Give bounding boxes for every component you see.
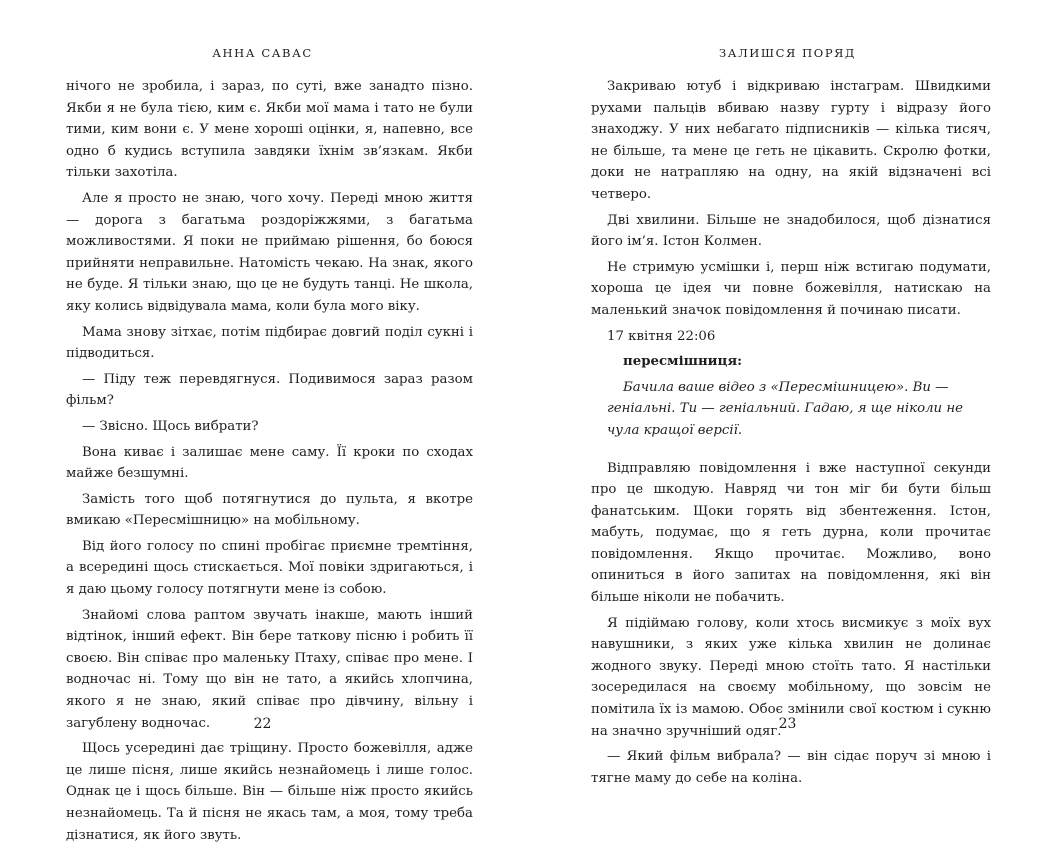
left-page-body bbox=[66, 76, 473, 850]
chat-message-block bbox=[607, 351, 991, 441]
right-page-body bbox=[591, 76, 991, 793]
right-page bbox=[525, 0, 1050, 786]
paragraph: Від його голосу по спині пробігає приємне тремтіння, а всередині щось стискається. Мої повіки здригаються, і я даю цьому голосу потягнути мене із собою. bbox=[66, 538, 473, 598]
paragraph: Дві хвилини. Більше не знадобилося, щоб дізнатися його ім’я. Істон Колмен. bbox=[591, 212, 991, 250]
paragraph: Не стримую усмішки і, перш ніж встигаю подумати, хороша це ідея чи повне божевілля, натискаю на маленький значок повідомлення й починаю писати. bbox=[591, 259, 991, 318]
paragraph: Вона киває і залишає мене саму. Її кроки по сходах майже безшумні. bbox=[66, 444, 473, 482]
paragraph: Замість того щоб потягнутися до пульта, я вкотре вмикаю «Пересмішницю» на мобільному. bbox=[66, 491, 473, 529]
dialogue-line: — Піду теж перевдягнуся. Подивимося зараз разом фільм? bbox=[66, 371, 473, 409]
paragraph: Щось усередині дає тріщину. Просто божевілля, адже це лише пісня, лише якийсь незнайомець і лише голос. Однак це і щось більше. Він — більше ніж просто якийсь незнайомець. Та й пісня не якась там, а моя, тому треба дізнатися, як його звуть. bbox=[66, 741, 473, 843]
chat-message: Бачила ваше відео з «Пересмішницею». Ви — геніальні. Ти — геніальний. Гадаю, я ще ніколи не чула кращої версії. bbox=[607, 379, 963, 438]
page-number-right: 23 bbox=[778, 716, 797, 732]
running-head-author: АННА САВАС bbox=[212, 46, 313, 60]
page-number-left: 22 bbox=[253, 716, 272, 732]
paragraph: Мама знову зітхає, потім підбирає довгий поділ сукні і підводиться. bbox=[66, 324, 473, 362]
paragraph: нічого не зробила, і зараз, по суті, вже занадто пізно. Якби я не була тією, ким є. Якби мої мама і тато не були тими, ким вони є. У мене хороші оцінки, я, напевно, все одно б кудись вступила завдяки їхнім зв’язкам. Якби тільки захотіла. bbox=[66, 79, 473, 181]
paragraph: Я підіймаю голову, коли хтось висмикує з моїх вух навушники, з яких уже кілька хвилин не долинає жодного звуку. Переді мною стоїть тато. Я настільки зосередилася на своєму мобільному, що зовсім не помітила їх із мамою. Обоє змінили свої костюм і сукню на значно зручніший одяг. bbox=[591, 615, 991, 739]
paragraph: Але я просто не знаю, чого хочу. Переді мною життя — дорога з багатьма роздоріжжями, з багатьма можливостями. Я поки не приймаю рішення, бо боюся прийняти неправильне. Натомість чекаю. На знак, якого не буде. Я тільки знаю, що це не будуть танці. Не школа, яку колись відвідувала мама, коли була мого віку. bbox=[66, 190, 473, 314]
running-head-title: ЗАЛИШСЯ ПОРЯД bbox=[719, 46, 856, 60]
paragraph: Знайомі слова раптом звучать інакше, мають інший відтінок, інший ефект. Він бере таткову пісню і робить її своєю. Він співає про маленьку Птаху, співає про мене. І водночас ні. Тому що він не тато, а якийсь хлопчина, якого я не знаю, який співає про дівчину, вільну і загублену водночас. bbox=[66, 607, 473, 731]
dialogue-line: — Звісно. Щось вибрати? bbox=[82, 418, 259, 434]
paragraph: Закриваю ютуб і відкриваю інстаграм. Швидкими рухами пальців вбиваю назву гурту і відразу його знаходжу. У них небагато підписників — кілька тисяч, не більше, та мене це геть не цікавить. Скролю фотки, доки не натрапляю на одну, на якій відзначені всі четверо. bbox=[591, 79, 991, 202]
chat-timestamp: 17 квітня 22:06 bbox=[607, 328, 716, 344]
chat-sender: пересмішниця: bbox=[623, 354, 743, 370]
left-page bbox=[0, 0, 525, 843]
dialogue-line: — Який фільм вибрала? — він сідає поруч зі мною і тягне маму до себе на коліна. bbox=[591, 749, 991, 786]
paragraph: Відправляю повідомлення і вже наступної секунди про це шкодую. Навряд чи тон міг би бути більш фанатським. Щоки горять від збентеження. Істон, мабуть, подумає, що я геть дурна, коли прочитає повідомлення. Якщо прочитає. Можливо, воно опиниться в його запитах на повідомлення, які він більше ніколи не побачить. bbox=[591, 460, 991, 606]
